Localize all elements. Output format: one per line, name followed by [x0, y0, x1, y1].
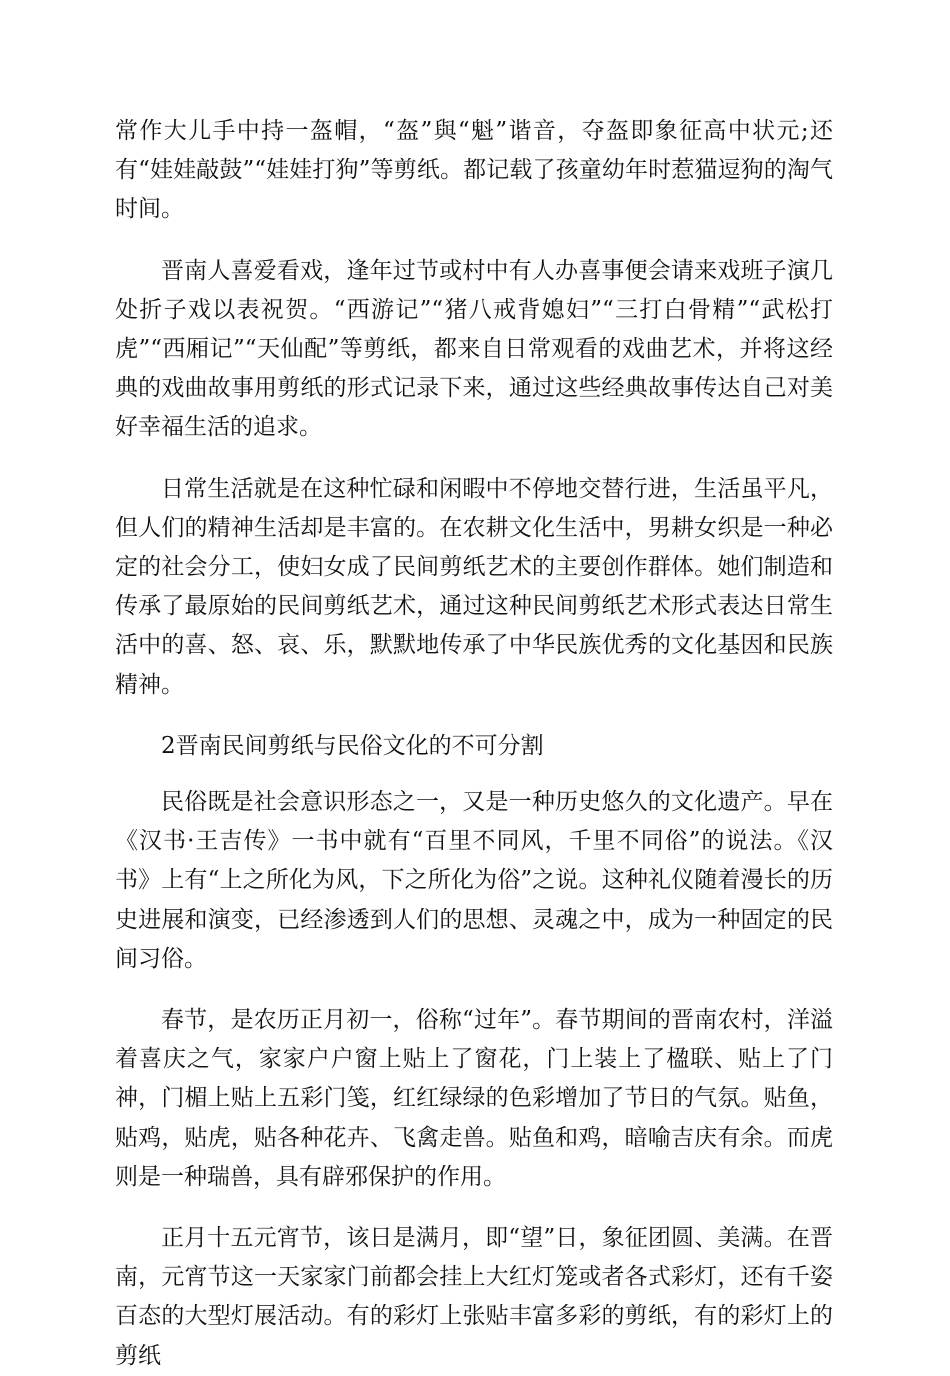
document-page	[115, 112, 833, 1376]
section-heading: 2晋南民间剪纸与民俗文化的不可分割	[161, 732, 544, 759]
paragraph-spring-festival: 春节，是农历正月初一，俗称“过年”。春节期间的晋南农村，洋溢着喜庆之气，家家户户窗上贴上了窗花，门上装上了楹联、贴上了门神，门楣上贴上五彩门笺，红红绿绿的色彩增加了节日的气氛。贴鱼，贴鸡，贴虎，贴各种花卉、飞禽走兽。贴鱼和鸡，暗喻吉庆有余。而虎则是一种瑞兽，具有辟邪保护的作用。	[115, 1007, 833, 1190]
paragraph-folk-custom: 民俗既是社会意识形态之一，又是一种历史悠久的文化遗产。早在《汉书·王吉传》一书中就有“百里不同风，千里不同俗”的说法。《汉书》上有“上之所化为风，下之所化为俗”之说。这种礼仪随着漫长的历史进展和演变，已经渗透到人们的思想、灵魂之中，成为一种固定的民间习俗。	[115, 789, 833, 972]
paragraph-lantern-festival: 正月十五元宵节，该日是满月，即“望”日，象征团圆、美满。在晋南，元宵节这一天家家门前都会挂上大红灯笼或者各式彩灯，还有千姿百态的大型灯展活动。有的彩灯上张贴丰富多彩的剪纸，有的彩灯上的剪纸	[115, 1225, 833, 1369]
paragraph-opera-papercuts: 晋南人喜爱看戏，逢年过节或村中有人办喜事便会请来戏班子演几处折子戏以表祝贺。“西游记”“猪八戒背媳妇”“三打白骨精”“武松打虎”“西厢记”“天仙配”等剪纸，都来自日常观看的戏曲艺术，并将这经典的戏曲故事用剪纸的形式记录下来，通过这些经典故事传达自己对美好幸福生活的追求。	[115, 257, 833, 441]
paragraph-daily-life: 日常生活就是在这种忙碌和闲暇中不停地交替行进，生活虽平凡，但人们的精神生活却是丰富的。在农耕文化生活中，男耕女织是一种必定的社会分工，使妇女成了民间剪纸艺术的主要创作群体。她们制造和传承了最原始的民间剪纸艺术，通过这种民间剪纸艺术形式表达日常生活中的喜、怒、哀、乐，默默地传承了中华民族优秀的文化基因和民族精神。	[115, 475, 833, 698]
paragraph-children-papercuts: 常作大儿手中持一盔帽，“盔”與“魁”谐音，夺盔即象征高中状元;还有“娃娃敲鼓”“娃娃打狗”等剪纸。都记载了孩童幼年时惹猫逗狗的淘气时间。	[115, 118, 833, 223]
